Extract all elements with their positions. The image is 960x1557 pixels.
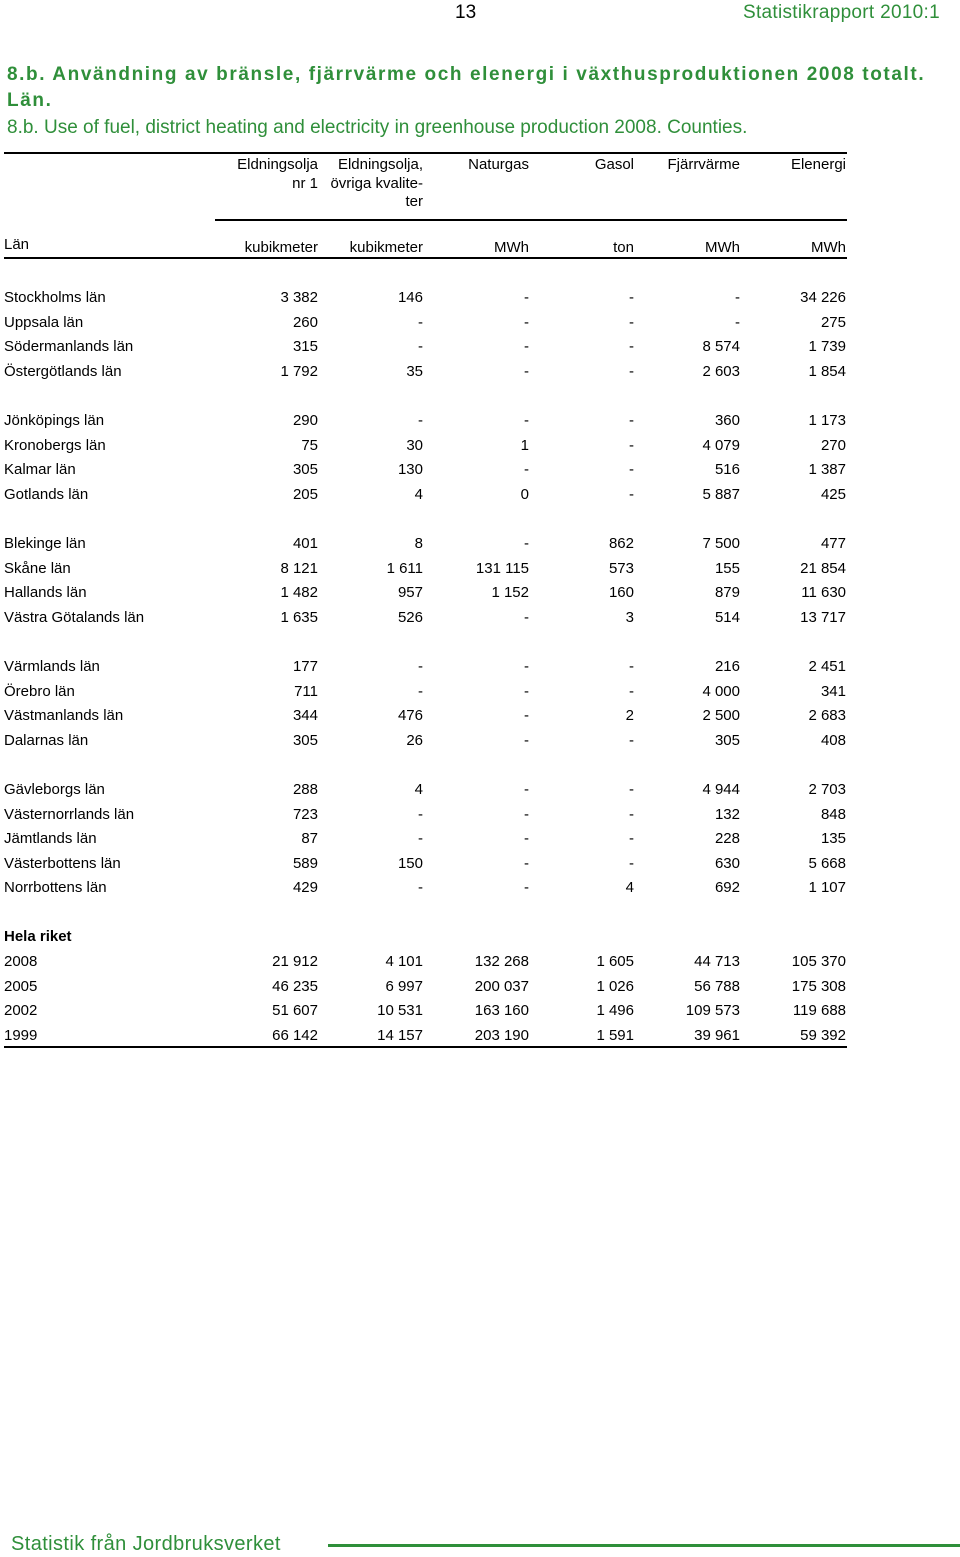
column-header-line: ter <box>405 193 423 210</box>
table-cell: 2 603 <box>702 362 740 380</box>
county-name: Södermanlands län <box>4 338 134 356</box>
table-row <box>0 535 960 555</box>
table-cell: 514 <box>714 608 740 626</box>
footer-line <box>328 1544 960 1547</box>
table-cell: 1 591 <box>596 1026 634 1044</box>
totals-year: 2002 <box>4 1002 38 1020</box>
table-cell: - <box>524 461 529 479</box>
table-cell: - <box>629 805 634 823</box>
table-cell: 6 997 <box>385 977 423 995</box>
table-row <box>0 855 960 875</box>
table-cell: 14 157 <box>377 1026 423 1044</box>
unit-rule <box>4 257 847 259</box>
table-cell: 862 <box>608 535 634 552</box>
table-cell: 957 <box>397 584 423 602</box>
table-cell: 1 792 <box>280 362 318 380</box>
table-row <box>0 609 960 629</box>
row-header-label: Län <box>4 236 30 253</box>
county-name: Västmanlands län <box>4 707 124 725</box>
table-cell: 341 <box>820 682 846 700</box>
table-cell: 270 <box>820 436 846 454</box>
table-cell: 13 717 <box>800 608 846 626</box>
table-cell: 4 <box>625 879 634 897</box>
table-cell: - <box>524 854 529 872</box>
table-cell: 1 <box>520 436 529 454</box>
table-cell: 119 688 <box>792 1002 846 1020</box>
column-header-line: Naturgas <box>468 156 529 173</box>
table-cell: - <box>629 289 634 306</box>
table-cell: 315 <box>292 338 318 356</box>
table-cell: 305 <box>714 731 740 749</box>
table-cell: - <box>524 879 529 897</box>
table-cell: 1 107 <box>808 879 846 897</box>
table-cell: 203 190 <box>474 1026 529 1044</box>
table-cell: 425 <box>820 485 846 503</box>
table-cell: 401 <box>292 535 318 552</box>
table-cell: - <box>524 830 529 848</box>
table-cell: 1 482 <box>280 584 318 602</box>
table-cell: - <box>629 854 634 872</box>
table-cell: 200 037 <box>474 977 529 995</box>
table-cell: 205 <box>292 485 318 503</box>
table-cell: 44 713 <box>694 953 740 970</box>
table-cell: - <box>418 879 423 897</box>
county-name: Hallands län <box>4 584 87 602</box>
table-cell: 2 <box>625 707 634 725</box>
column-header-line: Fjärrvärme <box>667 156 740 173</box>
table-cell: 21 854 <box>800 559 846 577</box>
table-row <box>0 658 960 678</box>
county-name: Västerbottens län <box>4 854 121 872</box>
table-cell: 1 635 <box>280 608 318 626</box>
totals-row <box>0 1027 960 1047</box>
footer-text: Statistik från Jordbruksverket <box>11 1533 281 1555</box>
table-cell: 630 <box>714 854 740 872</box>
table-cell: 59 392 <box>800 1026 846 1044</box>
table-cell: 8 121 <box>280 559 318 577</box>
table-row <box>0 781 960 801</box>
column-header-line: Eldningsolja, <box>337 156 423 173</box>
table-cell: 131 115 <box>475 559 529 577</box>
table-row <box>0 338 960 358</box>
county-name: Jönköpings län <box>4 412 105 429</box>
county-name: Uppsala län <box>4 313 84 331</box>
county-name: Norrbottens län <box>4 879 107 897</box>
table-cell: 573 <box>608 559 634 577</box>
column-header-line: Gasol <box>594 156 634 173</box>
table-cell: 3 <box>625 608 634 626</box>
table-cell: 163 160 <box>474 1002 529 1020</box>
column-unit: kubikmeter <box>349 239 423 256</box>
table-row <box>0 560 960 580</box>
table-row <box>0 363 960 383</box>
header-rule <box>215 219 847 221</box>
table-cell: - <box>524 608 529 626</box>
column-header-line: Elenergi <box>790 156 846 173</box>
table-cell: 0 <box>520 485 529 503</box>
table-cell: 260 <box>292 313 318 331</box>
table-cell: 1 173 <box>808 412 846 429</box>
table-cell: - <box>418 805 423 823</box>
column-unit: MWh <box>494 239 529 256</box>
table-cell: 344 <box>292 707 318 725</box>
table-cell: 8 574 <box>702 338 740 356</box>
county-name: Skåne län <box>4 559 71 577</box>
table-cell: 516 <box>714 461 740 479</box>
table-cell: - <box>418 412 423 429</box>
table-row <box>0 683 960 703</box>
county-name: Kalmar län <box>4 461 76 479</box>
table-row <box>0 289 960 309</box>
table-row <box>0 732 960 752</box>
table-cell: 35 <box>406 362 423 380</box>
column-header <box>330 156 423 212</box>
table-cell: 2 500 <box>702 707 740 725</box>
totals-year: 1999 <box>4 1026 38 1044</box>
table-cell: 132 <box>714 805 740 823</box>
table-cell: 51 607 <box>272 1002 318 1020</box>
table-row <box>0 584 960 604</box>
table-cell: - <box>629 338 634 356</box>
table-cell: - <box>418 830 423 848</box>
table-cell: 4 000 <box>702 682 740 700</box>
table-cell: - <box>524 362 529 380</box>
county-name: Blekinge län <box>4 535 86 552</box>
table-cell: - <box>418 313 423 331</box>
table-cell: - <box>735 313 740 331</box>
table-cell: 1 605 <box>596 953 634 970</box>
county-name: Västernorrlands län <box>4 805 135 823</box>
table-cell: 1 611 <box>386 559 423 577</box>
table-row <box>0 461 960 481</box>
table-cell: 46 235 <box>272 977 318 995</box>
table-cell: 177 <box>292 658 318 675</box>
table-cell: - <box>735 289 740 306</box>
table-row <box>0 437 960 457</box>
table-cell: 290 <box>292 412 318 429</box>
table-cell: 1 152 <box>491 584 529 602</box>
table-cell: 130 <box>397 461 423 479</box>
table-title-swedish: 8.b. Användning av bränsle, fjärrvärme och elenergi i växthusproduktionen 2008 totalt. Län. <box>7 64 926 111</box>
table-cell: - <box>629 830 634 848</box>
table-cell: - <box>524 658 529 675</box>
table-row <box>0 412 960 432</box>
table-cell: 879 <box>714 584 740 602</box>
table-cell: 135 <box>820 830 846 848</box>
table-cell: 155 <box>714 559 740 577</box>
table-cell: 30 <box>406 436 423 454</box>
table-cell: 408 <box>820 731 846 749</box>
column-unit: MWh <box>811 239 846 256</box>
totals-row <box>0 953 960 973</box>
table-cell: - <box>629 412 634 429</box>
table-cell: 5 887 <box>702 485 740 503</box>
table-cell: 132 268 <box>474 953 529 970</box>
totals-year: 2005 <box>4 977 38 995</box>
table-cell: 75 <box>301 436 318 454</box>
table-cell: 288 <box>292 781 318 798</box>
table-cell: 39 961 <box>694 1026 740 1044</box>
totals-row <box>0 978 960 998</box>
table-cell: 1 739 <box>808 338 846 356</box>
column-header-line: nr 1 <box>292 174 318 192</box>
table-cell: - <box>629 362 634 380</box>
table-cell: 175 308 <box>791 977 846 995</box>
table-cell: 150 <box>397 854 423 872</box>
table-cell: 4 <box>414 485 423 503</box>
table-cell: 4 <box>414 781 423 798</box>
column-unit: kubikmeter <box>244 239 318 256</box>
table-cell: 8 <box>414 535 423 552</box>
table-cell: 692 <box>714 879 740 897</box>
table-row <box>0 830 960 850</box>
table-cell: - <box>524 338 529 356</box>
totals-row <box>0 1002 960 1022</box>
table-cell: - <box>629 461 634 479</box>
table-cell: - <box>418 682 423 700</box>
table-cell: - <box>524 313 529 331</box>
table-cell: 1 387 <box>808 461 846 479</box>
table-cell: - <box>418 658 423 675</box>
column-unit: MWh <box>705 239 740 256</box>
table-cell: 711 <box>294 682 318 700</box>
table-cell: 21 912 <box>272 953 318 970</box>
county-name: Örebro län <box>4 682 75 700</box>
county-name: Östergötlands län <box>4 362 122 380</box>
table-cell: - <box>629 682 634 700</box>
table-cell: 477 <box>820 535 846 552</box>
table-row <box>0 486 960 506</box>
table-top-rule <box>4 152 847 154</box>
table-cell: 476 <box>397 707 423 725</box>
table-cell: 34 226 <box>800 289 846 306</box>
table-cell: - <box>524 289 529 306</box>
table-cell: 723 <box>292 805 318 823</box>
table-cell: 2 683 <box>808 707 846 725</box>
table-cell: 146 <box>397 289 423 306</box>
county-name: Dalarnas län <box>4 731 89 749</box>
table-cell: 4 101 <box>385 953 423 970</box>
table-cell: - <box>418 338 423 356</box>
column-unit: ton <box>613 239 634 256</box>
table-cell: 109 573 <box>685 1002 740 1020</box>
county-name: Västra Götalands län <box>4 608 145 626</box>
table-cell: 2 703 <box>808 781 846 798</box>
table-cell: 305 <box>292 461 318 479</box>
county-name: Värmlands län <box>4 658 100 675</box>
table-cell: 526 <box>397 608 423 626</box>
table-cell: 1 854 <box>808 362 846 380</box>
column-header <box>595 156 634 175</box>
table-cell: 305 <box>292 731 318 749</box>
table-cell: 1 496 <box>596 1002 634 1020</box>
table-cell: - <box>629 781 634 798</box>
table-cell: 11 630 <box>801 584 846 602</box>
column-header <box>468 156 529 175</box>
table-cell: 2 451 <box>808 658 846 675</box>
county-name: Gotlands län <box>4 485 89 503</box>
table-cell: 105 370 <box>791 953 846 970</box>
table-cell: - <box>524 707 529 725</box>
table-cell: 216 <box>714 658 740 675</box>
table-cell: 3 382 <box>280 289 318 306</box>
table-cell: 429 <box>292 879 318 897</box>
table-cell: 66 142 <box>272 1026 318 1044</box>
column-header <box>667 156 740 175</box>
table-cell: 87 <box>301 830 318 848</box>
table-cell: 56 788 <box>694 977 740 995</box>
table-cell: 848 <box>820 805 846 823</box>
table-cell: 26 <box>406 731 423 749</box>
table-cell: 275 <box>820 313 846 331</box>
column-header <box>791 156 846 175</box>
table-cell: 589 <box>292 854 318 872</box>
table-cell: - <box>629 436 634 454</box>
table-cell: - <box>629 731 634 749</box>
table-cell: 5 668 <box>808 854 846 872</box>
table-cell: - <box>629 485 634 503</box>
totals-year: 2008 <box>4 953 38 970</box>
county-name: Jämtlands län <box>4 830 97 848</box>
table-cell: - <box>524 412 529 429</box>
table-cell: 228 <box>714 830 740 848</box>
table-cell: - <box>524 535 529 552</box>
table-row <box>0 806 960 826</box>
page-number: 13 <box>455 2 477 23</box>
table-row <box>0 879 960 899</box>
column-header <box>237 156 318 193</box>
table-cell: - <box>524 682 529 700</box>
table-cell: - <box>629 658 634 675</box>
table-cell: 160 <box>608 584 634 602</box>
county-name: Stockholms län <box>4 289 106 306</box>
report-name: Statistikrapport 2010:1 <box>742 2 940 23</box>
table-cell: 4 944 <box>702 781 740 798</box>
table-cell: 360 <box>714 412 740 429</box>
county-name: Gävleborgs län <box>4 781 105 798</box>
table-cell: - <box>524 781 529 798</box>
column-header-line: övriga kvalite- <box>330 174 423 192</box>
county-name: Kronobergs län <box>4 436 106 454</box>
column-header-line: Eldningsolja <box>237 156 318 173</box>
totals-label: Hela riket <box>4 928 72 945</box>
table-cell: 1 026 <box>596 977 634 995</box>
table-cell: 4 079 <box>702 436 740 454</box>
table-title-english: 8.b. Use of fuel, district heating and electricity in greenhouse production 2008. Counties. <box>7 117 748 138</box>
table-cell: 10 531 <box>377 1002 423 1020</box>
table-row <box>0 707 960 727</box>
table-row <box>0 314 960 334</box>
table-cell: - <box>629 313 634 331</box>
table-cell: - <box>524 805 529 823</box>
table-cell: - <box>524 731 529 749</box>
table-cell: 7 500 <box>702 535 740 552</box>
